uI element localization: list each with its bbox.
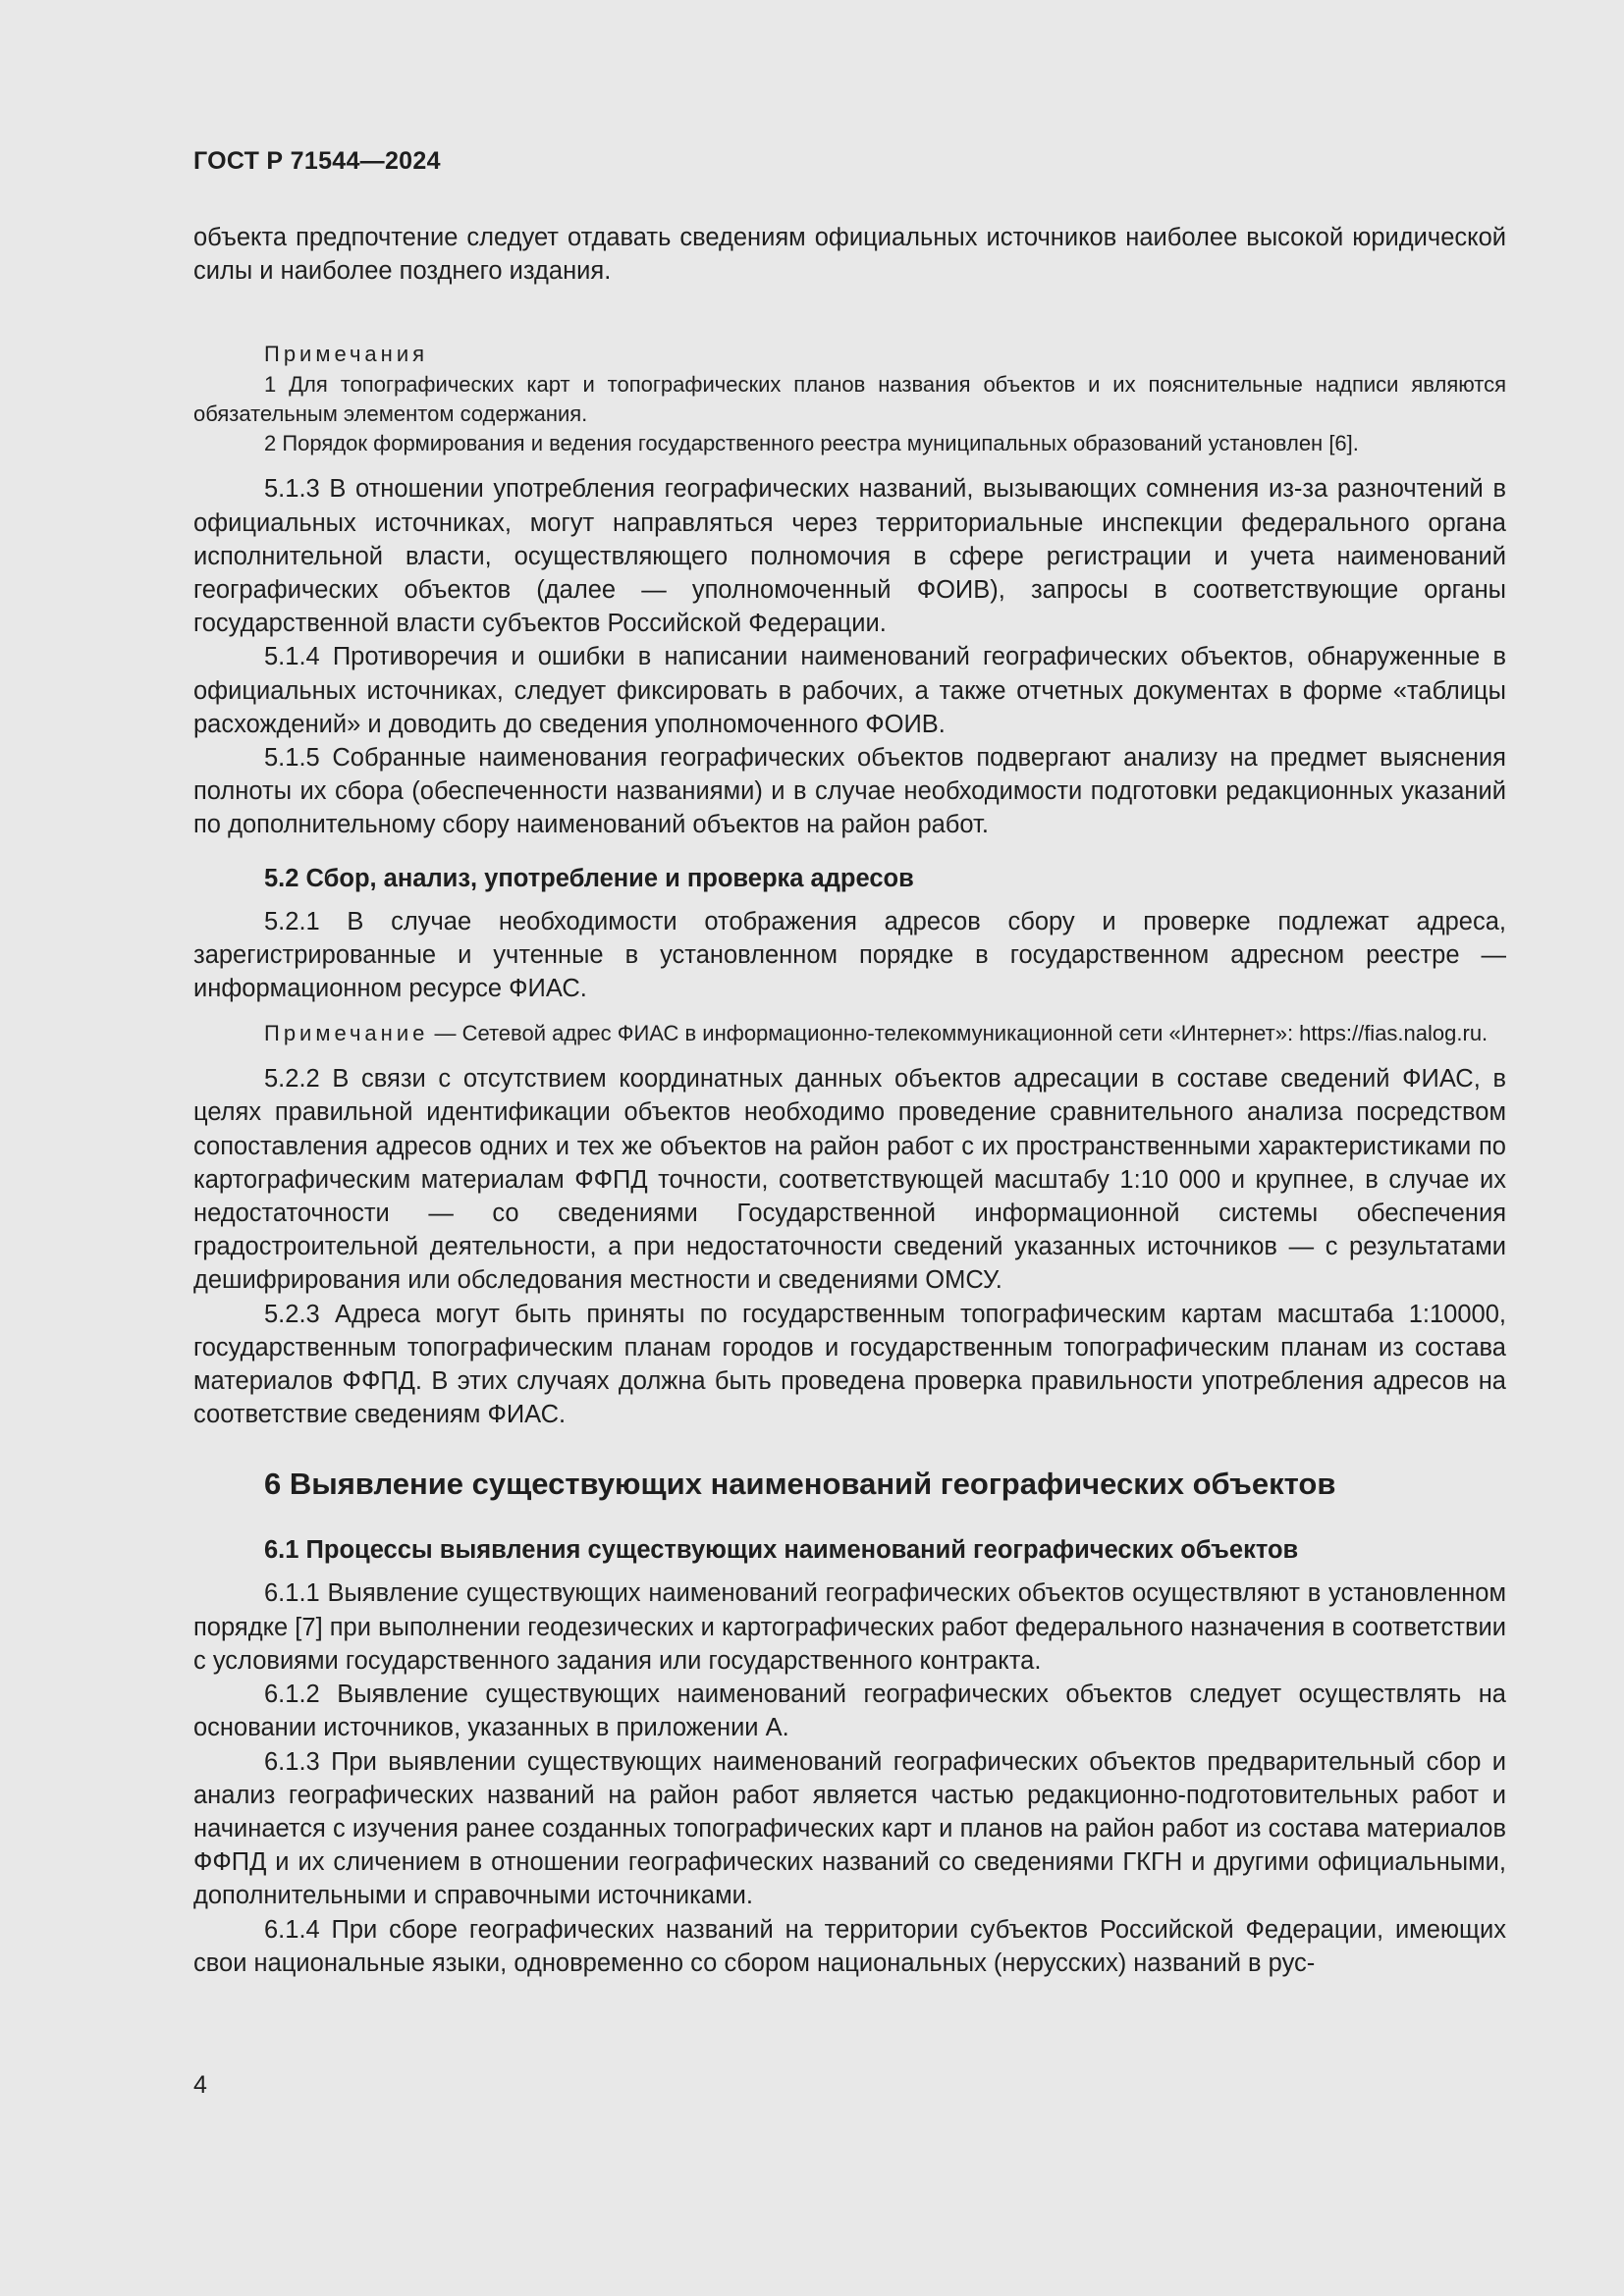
notes-label: Примечания xyxy=(264,342,429,367)
note-2: 2 Порядок формирования и ведения государственного реестра муниципальных образований установлен [6]. xyxy=(264,431,1359,456)
note-fias-text: — Сетевой адрес ФИАС в информационно-телекоммуникационной сети «Интернет»: https://fias.nalog.ru. xyxy=(428,1021,1489,1046)
note-fias-label: Примечание xyxy=(264,1021,429,1046)
paragraph-6-1-1: 6.1.1 Выявление существующих наименований географических объектов осуществляют в установленном порядке [7] при выполнении геодезических и картографических работ федерального назначения в соответствии с условиями государственного задания или государственного контракта. xyxy=(193,1579,1506,1675)
note-1: 1 Для топографических карт и топографических планов названия объектов и их пояснительные надписи являются обязательным элементом содержания. xyxy=(193,372,1506,427)
paragraph-5-2-3: 5.2.3 Адреса могут быть приняты по государственным топографическим картам масштаба 1:10000, государственным топографическим планам городов и государственным топографическим планам из состава материалов ФФПД. В этих случаях должна быть проведена проверка правильности употребления адресов на соответствие сведениям ФИАС. xyxy=(193,1300,1506,1429)
paragraph-6-1-2: 6.1.2 Выявление существующих наименований географических объектов следует осуществлять на основании источников, указанных в приложении А. xyxy=(193,1681,1506,1742)
paragraph-intro: объекта предпочтение следует отдавать сведениям официальных источников наиболее высокой юридической силы и наиболее позднего издания. xyxy=(193,224,1506,286)
paragraph-5-1-3: 5.1.3 В отношении употребления географических названий, вызывающих сомнения из-за разночтений в официальных источниках, могут направляться через территориальные инспекции федерального органа исполнительной власти, осуществляющего полномочия в сфере регистрации и учета наименований географических объектов (далее — уполномоченный ФОИВ), запросы в соответствующие органы государственной власти субъектов Российской Федерации. xyxy=(193,475,1506,638)
heading-6: 6 Выявление существующих наименований географических объектов xyxy=(264,1467,1336,1502)
heading-6-1: 6.1 Процессы выявления существующих наименований географических объектов xyxy=(264,1536,1299,1565)
paragraph-6-1-3: 6.1.3 При выявлении существующих наименований географических объектов предварительный сбор и анализ географических названий на район работ является частью редакционно-подготовительных работ и начинается с изучения ранее созданных топографических карт и планов на район работ из состава материалов ФФПД и их сличением в отношении географических названий со сведениями ГКГН и другими официальными, дополнительными и справочными источниками. xyxy=(193,1747,1506,1910)
note-fias xyxy=(193,1019,1506,1048)
paragraph-5-2-2: 5.2.2 В связи с отсутствием координатных данных объектов адресации в составе сведений ФИАС, в целях правильной идентификации объектов необходимо проведение сравнительного анализа посредством сопоставления адресов одних и тех же объектов на район работ с их пространственными характеристиками по картографическим материалам ФФПД точности, соответствующей масштабу 1:10 000 и крупнее, в случае их недостаточности — со сведениями Государственной информационной системы обеспечения градостроительной деятельности, а при недостаточности сведений указанных источников — с результатами дешифрирования или обследования местности и сведениями ОМСУ. xyxy=(193,1065,1506,1295)
paragraph-5-1-4: 5.1.4 Противоречия и ошибки в написании наименований географических объектов, обнаруженные в официальных источниках, следует фиксировать в рабочих, а также отчетных документах в форме «таблицы расхождений» и доводить до сведения уполномоченного ФОИВ. xyxy=(193,643,1506,738)
paragraph-5-1-5: 5.1.5 Собранные наименования географических объектов подвергают анализу на предмет выяснения полноты их сбора (обеспеченности названиями) и в случае необходимости подготовки редакционных указаний по дополнительному сбору наименований объектов на район работ. xyxy=(193,744,1506,839)
document-header: ГОСТ Р 71544—2024 xyxy=(193,147,441,175)
heading-5-2: 5.2 Сбор, анализ, употребление и проверка адресов xyxy=(264,864,914,892)
page-number: 4 xyxy=(193,2071,207,2099)
paragraph-5-2-1: 5.2.1 В случае необходимости отображения адресов сбору и проверке подлежат адреса, зарегистрированные и учтенные в установленном порядке в государственном адресном реестре — информационном ресурсе ФИАС. xyxy=(193,907,1506,1003)
paragraph-6-1-4: 6.1.4 При сборе географических названий на территории субъектов Российской Федерации, имеющих свои национальные языки, одновременно со сбором национальных (нерусских) названий в рус- xyxy=(193,1915,1506,1977)
document-body xyxy=(193,221,1506,1980)
